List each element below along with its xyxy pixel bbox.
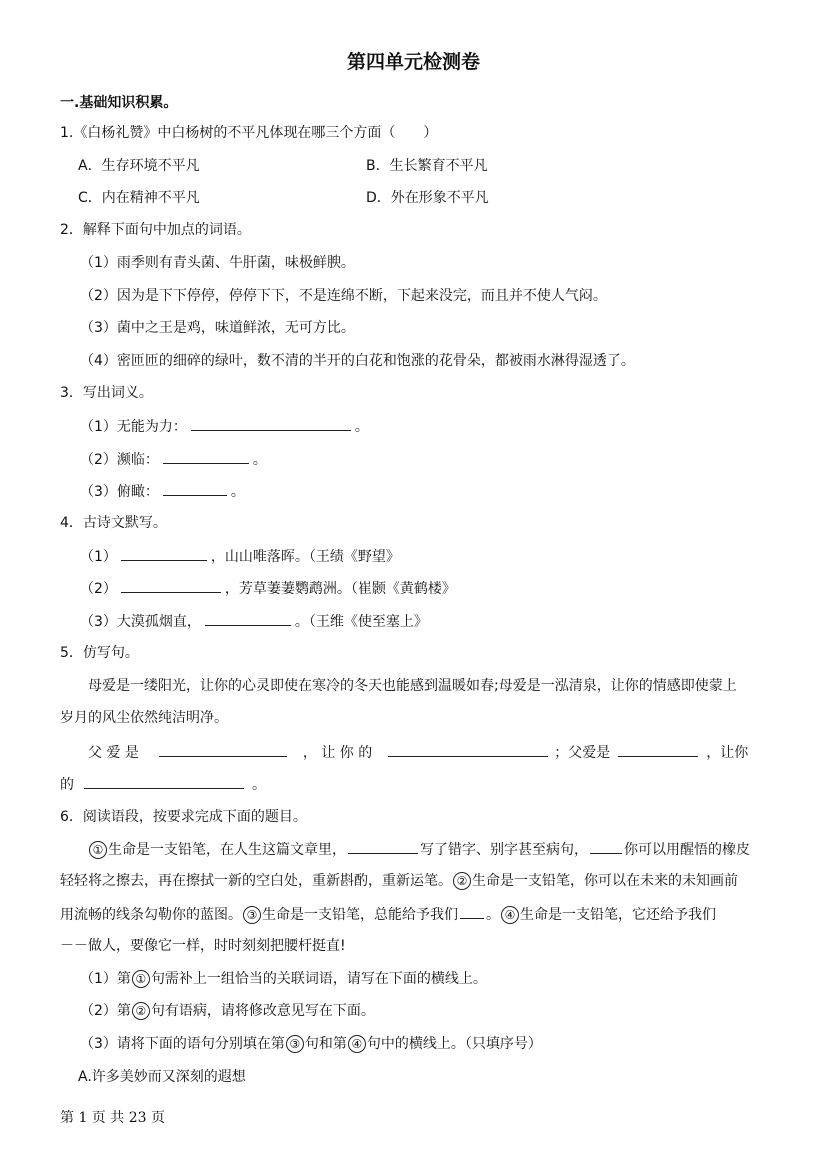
sentence-number-3: ③ bbox=[286, 1035, 304, 1053]
passage-text: 生命是一支铅笔，它还给予我们 bbox=[520, 907, 716, 923]
sentence-number-2: ② bbox=[453, 872, 471, 890]
q5-fragment: ，让你 bbox=[706, 745, 749, 761]
sentence-number-4: ④ bbox=[348, 1035, 366, 1053]
passage-text: 你可以用醒悟的橡皮 bbox=[624, 842, 750, 858]
passage-text: 生命是一支铅笔，你可以在未来的未知画前 bbox=[472, 873, 738, 889]
section-heading: 一.基础知识积累。 bbox=[60, 95, 178, 111]
answer-blank[interactable] bbox=[163, 449, 249, 464]
q5-fragment: 的 bbox=[60, 777, 74, 793]
answer-blank[interactable] bbox=[121, 578, 221, 593]
sentence-number-2: ② bbox=[132, 1002, 150, 1020]
q1-option-d: D．外在形象不平凡 bbox=[366, 190, 489, 206]
q1-option-a: A．生存环境不平凡 bbox=[78, 158, 200, 174]
question-6-stem: 6．阅读语段，按要求完成下面的题目。 bbox=[60, 809, 307, 825]
question-3-stem: 3．写出词义。 bbox=[60, 385, 153, 401]
q3-period: 。 bbox=[230, 484, 245, 500]
passage-text: 写了错字、别字甚至病句， bbox=[420, 842, 588, 858]
sentence-number-1: ① bbox=[89, 841, 107, 859]
q5-fragment: ；父爱是 bbox=[554, 745, 611, 761]
subquestion-text: 句中的横线上。（只填序号） bbox=[366, 1036, 542, 1052]
q3-period: 。 bbox=[252, 452, 267, 468]
q5-fill-line-1 bbox=[88, 742, 748, 763]
subquestion-text: （2）第 bbox=[80, 1003, 131, 1019]
q6-subquestion-1 bbox=[80, 969, 487, 989]
q4-item-2-text: ，芳草萋萋鹦鹉洲。（崔颢《黄鹤楼》 bbox=[224, 581, 456, 597]
q4-item-3 bbox=[80, 611, 428, 632]
q3-period: 。 bbox=[354, 419, 369, 435]
question-4-stem: 4．古诗文默写。 bbox=[60, 515, 167, 531]
answer-blank[interactable] bbox=[205, 611, 291, 626]
q2-sentence-1: （1）雨季则有青头菌、牛肝菌，味极鲜腴。 bbox=[80, 255, 355, 271]
q5-fragment: ， 让 你 的 bbox=[302, 745, 373, 761]
q3-item-2 bbox=[80, 449, 267, 470]
q4-item-1 bbox=[80, 546, 400, 567]
q2-sentence-3: （3）菌中之王是鸡，味道鲜浓，无可方比。 bbox=[80, 320, 355, 336]
passage-text: 。 bbox=[486, 907, 500, 923]
sentence-number-1: ① bbox=[132, 970, 150, 988]
question-5-stem: 5．仿写句。 bbox=[60, 645, 139, 661]
question-2-stem: 2．解释下面句中加点的词语。 bbox=[60, 222, 251, 238]
q3-item-2-label: （2）濒临： bbox=[80, 452, 159, 468]
q2-sentence-2: （2）因为是下下停停，停停下下，不是连绵不断，下起来没完，而且并不使人气闷。 bbox=[80, 288, 607, 304]
subquestion-text: （1）第 bbox=[80, 971, 131, 987]
answer-blank[interactable] bbox=[84, 774, 244, 789]
q6-subquestion-2 bbox=[80, 1001, 375, 1021]
q6-subquestion-3 bbox=[80, 1034, 542, 1054]
subquestion-text: （3）请将下面的语句分别填在第 bbox=[80, 1036, 285, 1052]
q6-passage-line-1 bbox=[88, 839, 750, 860]
q5-example-line-1: 母爱是一缕阳光，让你的心灵即使在寒冷的冬天也能感到温暖如春;母爱是一泓清泉，让你的情感即使蒙上 bbox=[88, 678, 737, 694]
q3-item-3-label: （3）俯瞰： bbox=[80, 484, 159, 500]
q4-item-1-label: （1） bbox=[80, 549, 117, 565]
answer-blank[interactable] bbox=[348, 839, 418, 854]
answer-blank[interactable] bbox=[460, 904, 484, 919]
q3-item-3 bbox=[80, 481, 245, 502]
q6-passage-line-3 bbox=[60, 904, 716, 925]
answer-blank[interactable] bbox=[191, 416, 351, 431]
answer-blank[interactable] bbox=[590, 839, 622, 854]
page-footer: 第 1 页 共 23 页 bbox=[60, 1110, 165, 1126]
passage-text: 用流畅的线条勾勒你的蓝图。 bbox=[60, 907, 242, 923]
q4-item-2 bbox=[80, 578, 456, 599]
subquestion-text: 句和第 bbox=[304, 1036, 347, 1052]
q4-item-1-text: ，山山唯落晖。（王绩《野望》 bbox=[210, 549, 400, 565]
answer-blank[interactable] bbox=[388, 742, 548, 757]
q1-option-b: B．生长繁育不平凡 bbox=[366, 158, 488, 174]
question-1-stem: 1.《白杨礼赞》中白杨树的不平凡体现在哪三个方面（ ） bbox=[60, 125, 438, 141]
passage-text: 生命是一支铅笔，总能给予我们 bbox=[262, 907, 458, 923]
q5-period: 。 bbox=[252, 777, 266, 793]
q2-sentence-4: （4）密匝匝的细碎的绿叶，数不清的半开的白花和饱涨的花骨朵，都被雨水淋得湿透了。 bbox=[80, 353, 635, 369]
answer-blank[interactable] bbox=[163, 481, 227, 496]
page-title: 第四单元检测卷 bbox=[346, 51, 480, 73]
passage-text: 生命是一支铅笔，在人生这篇文章里， bbox=[108, 842, 346, 858]
q5-example-line-2: 岁月的风尘依然纯洁明净。 bbox=[60, 710, 228, 726]
sentence-number-4: ④ bbox=[501, 906, 519, 924]
q4-item-3-label: （3）大漠孤烟直， bbox=[80, 614, 201, 630]
q5-fragment: 父 爱 是 bbox=[88, 745, 139, 761]
q5-fill-line-2 bbox=[60, 774, 266, 795]
q6-passage-line-4: －－做人，要像它一样，时时刻刻把腰杆挺直! bbox=[60, 938, 346, 954]
subquestion-text: 句需补上一组恰当的关联词语，请写在下面的横线上。 bbox=[150, 971, 487, 987]
q6-passage-line-2 bbox=[60, 871, 738, 891]
subquestion-text: 句有语病，请将修改意见写在下面。 bbox=[150, 1003, 375, 1019]
q3-item-1 bbox=[80, 416, 369, 437]
q1-option-c: C．内在精神不平凡 bbox=[78, 190, 200, 206]
q4-item-2-label: （2） bbox=[80, 581, 117, 597]
q4-item-3-text: 。（王维《使至塞上》 bbox=[294, 614, 428, 630]
q3-item-1-label: （1）无能为力： bbox=[80, 419, 187, 435]
sentence-number-3: ③ bbox=[243, 906, 261, 924]
answer-blank[interactable] bbox=[121, 546, 207, 561]
q6-option-a: A.许多美妙而又深刻的遐想 bbox=[78, 1069, 246, 1085]
answer-blank[interactable] bbox=[618, 742, 698, 757]
answer-blank[interactable] bbox=[159, 742, 287, 757]
passage-text: 轻轻将之擦去，再在擦拭一新的空白处，重新斟酌，重新运笔。 bbox=[60, 873, 452, 889]
